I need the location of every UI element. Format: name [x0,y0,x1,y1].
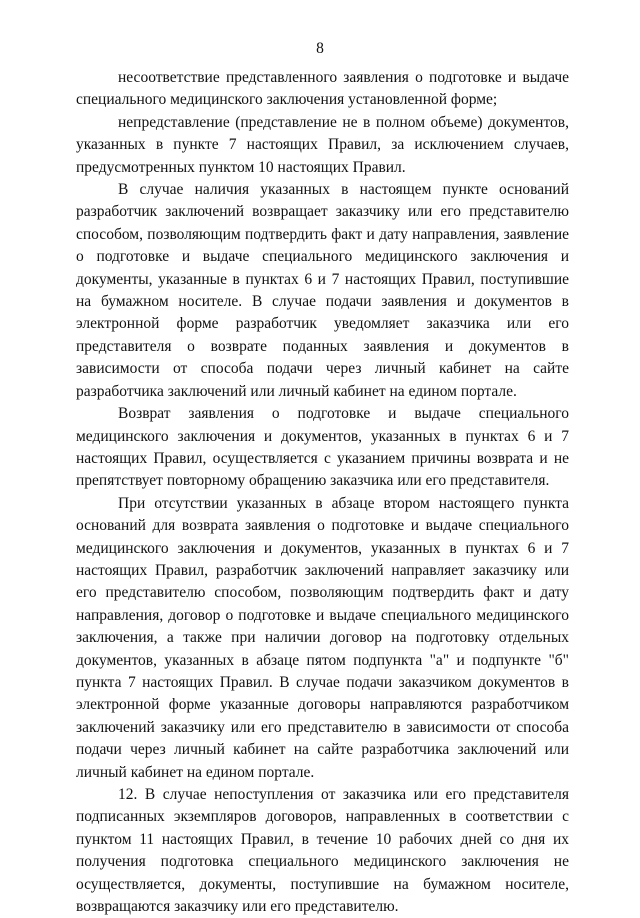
paragraph-nonconformity: несоответствие представленного заявления о подготовке и выдаче специального медицинского заключения установленной форме; [76,69,569,109]
paragraph-item-12: 12. В случае непоступления от заказчика или его представителя подписанных экземпляров договоров, направленных в соответствии с пунктом 11 настоящих Правил, в течение 10 рабочих дней со дня их получения подготовка специального медицинского заключения не осуществляется, документы, поступившие на бумажном носителе, возвращаются заказчику или его представителю. [76,786,569,916]
page-number: 8 [316,40,324,57]
document-body [76,67,569,918]
paragraph-nonsubmission: непредставление (представление не в полном объеме) документов, указанных в пункте 7 настоящих Правил, за исключением случаев, предусмотренных пунктом 10 настоящих Правил. [76,113,569,176]
paragraph-contract-sending: При отсутствии указанных в абзаце втором настоящего пункта оснований для возврата заявления о подготовке и выдаче специального медицинского заключения и документов, указанных в пунктах 6 и 7 настоящих Правил, разработчик заключений направляет заказчику или его представителю способом, позволяющим подтвердить факт и дату направления, договор о подготовке и выдаче специального медицинского заключения, а также при наличии договор на подготовку отдельных документов, указанных в абзаце пятом подпункта "а" и подпункте "б" пункта 7 настоящих Правил. В случае подачи заказчиком документов в электронной форме указанные договоры направляются разработчиком заключений заказчику или его представителю в зависимости от способа подачи через личный кабинет на сайте разработчика заключений или личный кабинет на едином портале. [76,494,569,781]
paragraph-return-reason: Возврат заявления о подготовке и выдаче специального медицинского заключения и документов, указанных в пунктах 6 и 7 настоящих Правил, осуществляется с указанием причины возврата и не препятствует повторному обращению заказчика или его представителя. [76,405,569,490]
paragraph-return-grounds: В случае наличия указанных в настоящем пункте оснований разработчик заключений возвращает заказчику или его представителю способом, позволяющим подтвердить факт и дату направления, заявление о подготовке и выдаче специального медицинского заключения и документы, указанные в пунктах 6 и 7 настоящих Правил, поступившие на бумажном носителе. В случае подачи заявления и документов в электронной форме разработчик уведомляет заказчика или его представителя о возврате поданных заявления и документов в зависимости от способа подачи через личный кабинет на сайте разработчика заключений или личный кабинет на едином портале. [76,181,569,400]
